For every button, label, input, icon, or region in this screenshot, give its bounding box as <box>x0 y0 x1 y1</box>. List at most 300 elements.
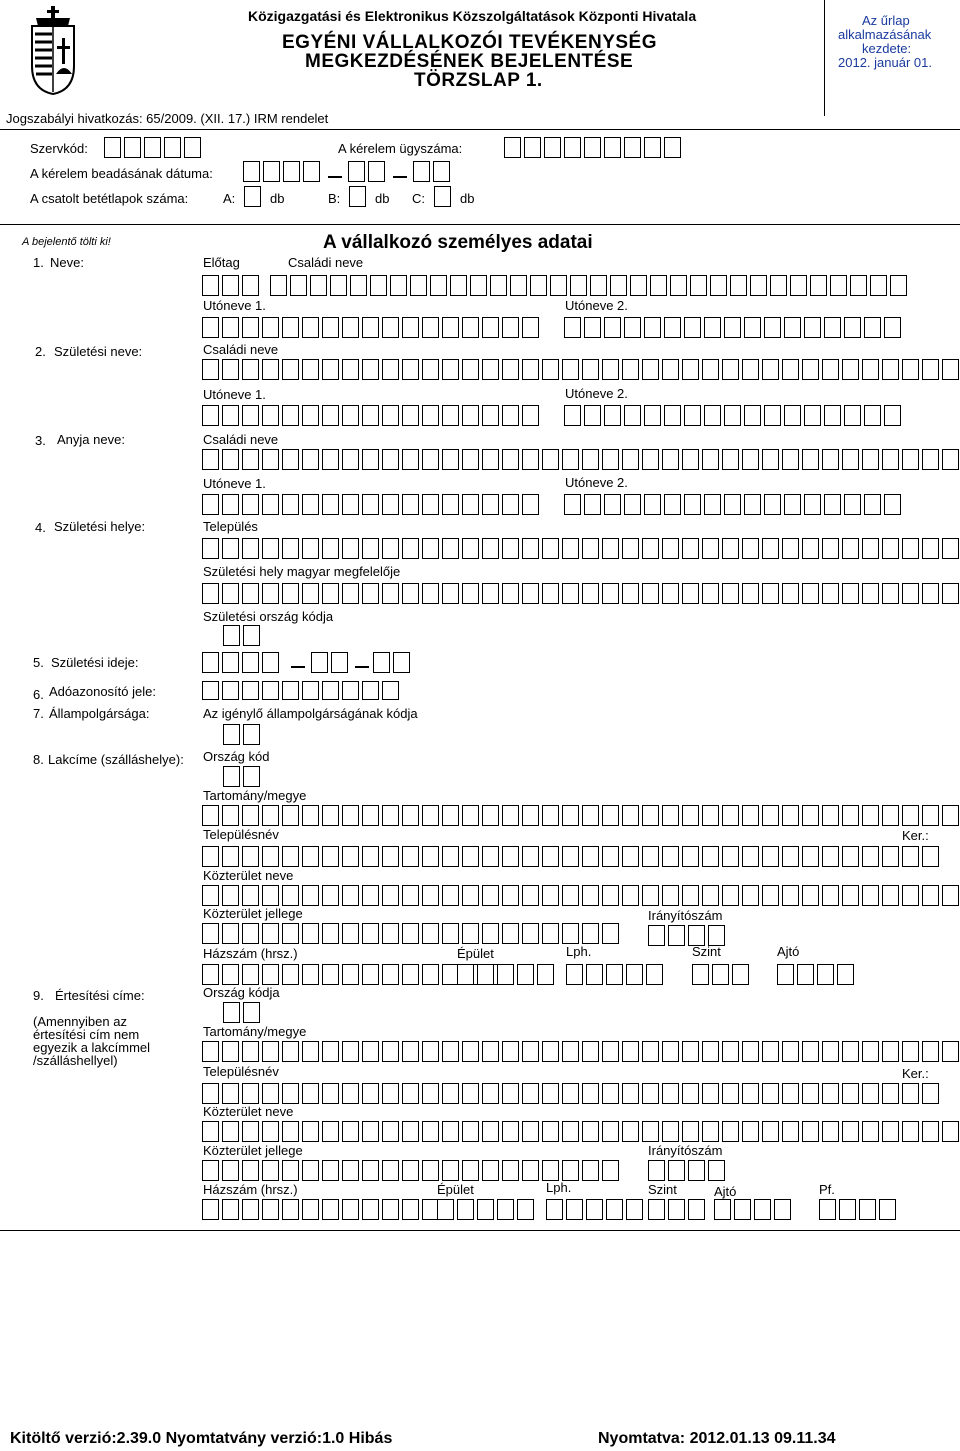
lakcim-epulet-boxes[interactable] <box>457 964 554 985</box>
beadas-day-boxes[interactable] <box>413 161 450 182</box>
char-box[interactable] <box>802 805 819 826</box>
utoneve1-boxes[interactable] <box>202 317 539 338</box>
betetlap-c-box[interactable] <box>434 186 451 207</box>
char-box[interactable] <box>402 846 419 867</box>
char-box[interactable] <box>262 583 279 604</box>
char-box[interactable] <box>462 583 479 604</box>
char-box[interactable] <box>648 1160 665 1181</box>
char-box[interactable] <box>644 405 661 426</box>
char-box[interactable] <box>282 964 299 985</box>
char-box[interactable] <box>742 449 759 470</box>
char-box[interactable] <box>744 317 761 338</box>
char-box[interactable] <box>322 805 339 826</box>
char-box[interactable] <box>223 724 240 745</box>
char-box[interactable] <box>362 1199 379 1220</box>
char-box[interactable] <box>222 405 239 426</box>
char-box[interactable] <box>382 317 399 338</box>
char-box[interactable] <box>822 1041 839 1062</box>
char-box[interactable] <box>584 317 601 338</box>
char-box[interactable] <box>566 964 583 985</box>
char-box[interactable] <box>222 275 239 296</box>
char-box[interactable] <box>562 538 579 559</box>
char-box[interactable] <box>862 885 879 906</box>
char-box[interactable] <box>342 583 359 604</box>
char-box[interactable] <box>784 494 801 515</box>
char-box[interactable] <box>242 805 259 826</box>
char-box[interactable] <box>522 494 539 515</box>
betetlap-a-box[interactable] <box>244 186 261 207</box>
char-box[interactable] <box>602 805 619 826</box>
char-box[interactable] <box>714 1199 731 1220</box>
char-box[interactable] <box>202 275 219 296</box>
char-box[interactable] <box>202 923 219 944</box>
char-box[interactable] <box>750 275 767 296</box>
char-box[interactable] <box>243 625 260 646</box>
char-box[interactable] <box>282 846 299 867</box>
char-box[interactable] <box>602 1121 619 1142</box>
char-box[interactable] <box>782 1121 799 1142</box>
char-box[interactable] <box>262 1160 279 1181</box>
szuletesi-orszag-kod-boxes[interactable] <box>223 625 260 646</box>
char-box[interactable] <box>262 494 279 515</box>
char-box[interactable] <box>622 846 639 867</box>
char-box[interactable] <box>562 1083 579 1104</box>
char-box[interactable] <box>242 538 259 559</box>
char-box[interactable] <box>942 449 959 470</box>
char-box[interactable] <box>222 449 239 470</box>
char-box[interactable] <box>382 1199 399 1220</box>
szuletesi-telepules-boxes[interactable] <box>202 538 959 559</box>
char-box[interactable] <box>804 494 821 515</box>
char-box[interactable] <box>624 317 641 338</box>
char-box[interactable] <box>382 405 399 426</box>
char-box[interactable] <box>822 885 839 906</box>
char-box[interactable] <box>402 494 419 515</box>
char-box[interactable] <box>262 681 279 700</box>
char-box[interactable] <box>402 805 419 826</box>
char-box[interactable] <box>342 494 359 515</box>
ertesitesi-ajto-boxes[interactable] <box>714 1199 791 1220</box>
char-box[interactable] <box>582 538 599 559</box>
char-box[interactable] <box>402 359 419 380</box>
ertesitesi-kozterulet-jellege-boxes[interactable] <box>202 1160 619 1181</box>
char-box[interactable] <box>839 1199 856 1220</box>
char-box[interactable] <box>882 538 899 559</box>
char-box[interactable] <box>462 846 479 867</box>
char-box[interactable] <box>522 583 539 604</box>
char-box[interactable] <box>362 538 379 559</box>
char-box[interactable] <box>774 1199 791 1220</box>
char-box[interactable] <box>104 137 121 158</box>
char-box[interactable] <box>702 538 719 559</box>
char-box[interactable] <box>202 494 219 515</box>
char-box[interactable] <box>362 1083 379 1104</box>
char-box[interactable] <box>342 405 359 426</box>
char-box[interactable] <box>662 449 679 470</box>
char-box[interactable] <box>382 583 399 604</box>
char-box[interactable] <box>362 405 379 426</box>
char-box[interactable] <box>702 805 719 826</box>
char-box[interactable] <box>422 923 439 944</box>
char-box[interactable] <box>582 583 599 604</box>
char-box[interactable] <box>882 583 899 604</box>
char-box[interactable] <box>586 964 603 985</box>
char-box[interactable] <box>722 1041 739 1062</box>
char-box[interactable] <box>222 1160 239 1181</box>
char-box[interactable] <box>382 494 399 515</box>
char-box[interactable] <box>457 964 474 985</box>
char-box[interactable] <box>762 846 779 867</box>
char-box[interactable] <box>348 161 365 182</box>
char-box[interactable] <box>902 885 919 906</box>
char-box[interactable] <box>282 359 299 380</box>
szuletesi-utoneve2-boxes[interactable] <box>564 405 901 426</box>
char-box[interactable] <box>542 1121 559 1142</box>
char-box[interactable] <box>442 1041 459 1062</box>
char-box[interactable] <box>282 494 299 515</box>
char-box[interactable] <box>442 885 459 906</box>
char-box[interactable] <box>622 885 639 906</box>
char-box[interactable] <box>442 538 459 559</box>
char-box[interactable] <box>802 449 819 470</box>
char-box[interactable] <box>502 1160 519 1181</box>
char-box[interactable] <box>702 1121 719 1142</box>
char-box[interactable] <box>422 494 439 515</box>
char-box[interactable] <box>790 275 807 296</box>
char-box[interactable] <box>882 449 899 470</box>
char-box[interactable] <box>470 275 487 296</box>
char-box[interactable] <box>542 805 559 826</box>
char-box[interactable] <box>290 275 307 296</box>
char-box[interactable] <box>564 405 581 426</box>
char-box[interactable] <box>542 449 559 470</box>
char-box[interactable] <box>302 1083 319 1104</box>
lakcim-telepulesnev-boxes[interactable] <box>202 846 899 867</box>
char-box[interactable] <box>622 449 639 470</box>
char-box[interactable] <box>262 538 279 559</box>
char-box[interactable] <box>664 405 681 426</box>
char-box[interactable] <box>724 317 741 338</box>
char-box[interactable] <box>688 1199 705 1220</box>
lakcim-orszag-kod-boxes[interactable] <box>223 766 260 787</box>
char-box[interactable] <box>184 137 201 158</box>
lakcim-szint-boxes[interactable] <box>692 964 749 985</box>
char-box[interactable] <box>222 317 239 338</box>
betetlap-b-box[interactable] <box>349 186 366 207</box>
char-box[interactable] <box>202 964 219 985</box>
char-box[interactable] <box>373 652 390 673</box>
char-box[interactable] <box>482 538 499 559</box>
char-box[interactable] <box>262 1083 279 1104</box>
char-box[interactable] <box>822 805 839 826</box>
char-box[interactable] <box>522 923 539 944</box>
char-box[interactable] <box>642 1083 659 1104</box>
char-box[interactable] <box>844 405 861 426</box>
char-box[interactable] <box>342 681 359 700</box>
char-box[interactable] <box>442 846 459 867</box>
char-box[interactable] <box>797 964 814 985</box>
char-box[interactable] <box>922 449 939 470</box>
char-box[interactable] <box>742 1083 759 1104</box>
char-box[interactable] <box>223 766 240 787</box>
char-box[interactable] <box>822 583 839 604</box>
char-box[interactable] <box>402 1199 419 1220</box>
char-box[interactable] <box>282 681 299 700</box>
char-box[interactable] <box>584 137 601 158</box>
ertesitesi-tartomany-boxes[interactable] <box>202 1041 959 1062</box>
char-box[interactable] <box>684 494 701 515</box>
char-box[interactable] <box>362 317 379 338</box>
char-box[interactable] <box>311 652 328 673</box>
char-box[interactable] <box>342 449 359 470</box>
char-box[interactable] <box>644 317 661 338</box>
char-box[interactable] <box>413 161 430 182</box>
char-box[interactable] <box>282 1121 299 1142</box>
char-box[interactable] <box>642 449 659 470</box>
char-box[interactable] <box>482 583 499 604</box>
char-box[interactable] <box>242 1121 259 1142</box>
char-box[interactable] <box>922 1121 939 1142</box>
char-box[interactable] <box>302 885 319 906</box>
char-box[interactable] <box>824 317 841 338</box>
char-box[interactable] <box>222 359 239 380</box>
char-box[interactable] <box>564 317 581 338</box>
char-box[interactable] <box>882 1083 899 1104</box>
ertesitesi-szint-boxes[interactable] <box>648 1199 705 1220</box>
char-box[interactable] <box>124 137 141 158</box>
char-box[interactable] <box>350 275 367 296</box>
char-box[interactable] <box>522 1041 539 1062</box>
char-box[interactable] <box>704 405 721 426</box>
char-box[interactable] <box>302 538 319 559</box>
char-box[interactable] <box>322 1041 339 1062</box>
char-box[interactable] <box>382 923 399 944</box>
char-box[interactable] <box>582 359 599 380</box>
char-box[interactable] <box>302 964 319 985</box>
char-box[interactable] <box>630 275 647 296</box>
char-box[interactable] <box>762 583 779 604</box>
char-box[interactable] <box>202 1121 219 1142</box>
char-box[interactable] <box>222 538 239 559</box>
lakcim-tartomany-boxes[interactable] <box>202 805 959 826</box>
lakcim-kozterulet-jellege-boxes[interactable] <box>202 923 619 944</box>
char-box[interactable] <box>502 805 519 826</box>
char-box[interactable] <box>242 846 259 867</box>
char-box[interactable] <box>342 1041 359 1062</box>
char-box[interactable] <box>682 359 699 380</box>
char-box[interactable] <box>864 405 881 426</box>
char-box[interactable] <box>310 275 327 296</box>
ertesitesi-lph-boxes[interactable] <box>546 1199 643 1220</box>
char-box[interactable] <box>754 1199 771 1220</box>
char-box[interactable] <box>522 1083 539 1104</box>
char-box[interactable] <box>702 885 719 906</box>
char-box[interactable] <box>690 275 707 296</box>
char-box[interactable] <box>263 161 280 182</box>
char-box[interactable] <box>942 1121 959 1142</box>
char-box[interactable] <box>602 583 619 604</box>
char-box[interactable] <box>542 846 559 867</box>
char-box[interactable] <box>802 538 819 559</box>
char-box[interactable] <box>662 805 679 826</box>
char-box[interactable] <box>602 1160 619 1181</box>
char-box[interactable] <box>566 1199 583 1220</box>
char-box[interactable] <box>437 1199 454 1220</box>
char-box[interactable] <box>584 405 601 426</box>
char-box[interactable] <box>730 275 747 296</box>
char-box[interactable] <box>482 1160 499 1181</box>
char-box[interactable] <box>322 538 339 559</box>
char-box[interactable] <box>262 964 279 985</box>
char-box[interactable] <box>724 405 741 426</box>
char-box[interactable] <box>422 1160 439 1181</box>
char-box[interactable] <box>502 923 519 944</box>
char-box[interactable] <box>902 449 919 470</box>
char-box[interactable] <box>522 885 539 906</box>
char-box[interactable] <box>622 359 639 380</box>
char-box[interactable] <box>542 885 559 906</box>
char-box[interactable] <box>582 846 599 867</box>
char-box[interactable] <box>942 538 959 559</box>
char-box[interactable] <box>602 359 619 380</box>
char-box[interactable] <box>502 538 519 559</box>
char-box[interactable] <box>882 846 899 867</box>
char-box[interactable] <box>262 449 279 470</box>
char-box[interactable] <box>262 405 279 426</box>
char-box[interactable] <box>402 538 419 559</box>
char-box[interactable] <box>302 846 319 867</box>
char-box[interactable] <box>442 449 459 470</box>
char-box[interactable] <box>302 317 319 338</box>
char-box[interactable] <box>322 1121 339 1142</box>
char-box[interactable] <box>817 964 834 985</box>
char-box[interactable] <box>302 681 319 700</box>
char-box[interactable] <box>688 1160 705 1181</box>
char-box[interactable] <box>482 923 499 944</box>
anyja-utoneve2-boxes[interactable] <box>564 494 901 515</box>
ertesitesi-pf-boxes[interactable] <box>819 1199 896 1220</box>
char-box[interactable] <box>902 359 919 380</box>
char-box[interactable] <box>330 275 347 296</box>
char-box[interactable] <box>902 805 919 826</box>
char-box[interactable] <box>842 538 859 559</box>
char-box[interactable] <box>742 538 759 559</box>
char-box[interactable] <box>322 359 339 380</box>
char-box[interactable] <box>734 1199 751 1220</box>
char-box[interactable] <box>342 317 359 338</box>
char-box[interactable] <box>302 805 319 826</box>
char-box[interactable] <box>642 359 659 380</box>
char-box[interactable] <box>604 405 621 426</box>
char-box[interactable] <box>942 359 959 380</box>
char-box[interactable] <box>477 1199 494 1220</box>
char-box[interactable] <box>442 494 459 515</box>
szervkod-boxes[interactable] <box>104 137 201 158</box>
char-box[interactable] <box>742 1121 759 1142</box>
char-box[interactable] <box>682 583 699 604</box>
char-box[interactable] <box>242 494 259 515</box>
char-box[interactable] <box>262 1121 279 1142</box>
char-box[interactable] <box>782 538 799 559</box>
char-box[interactable] <box>902 1041 919 1062</box>
char-box[interactable] <box>819 1199 836 1220</box>
char-box[interactable] <box>902 1121 919 1142</box>
char-box[interactable] <box>522 317 539 338</box>
char-box[interactable] <box>802 359 819 380</box>
char-box[interactable] <box>742 805 759 826</box>
char-box[interactable] <box>784 405 801 426</box>
char-box[interactable] <box>430 275 447 296</box>
char-box[interactable] <box>722 583 739 604</box>
char-box[interactable] <box>342 1121 359 1142</box>
char-box[interactable] <box>722 449 739 470</box>
char-box[interactable] <box>342 923 359 944</box>
char-box[interactable] <box>542 538 559 559</box>
char-box[interactable] <box>742 1041 759 1062</box>
char-box[interactable] <box>303 161 320 182</box>
char-box[interactable] <box>462 923 479 944</box>
char-box[interactable] <box>282 317 299 338</box>
char-box[interactable] <box>222 1121 239 1142</box>
char-box[interactable] <box>482 885 499 906</box>
char-box[interactable] <box>882 359 899 380</box>
char-box[interactable] <box>362 449 379 470</box>
char-box[interactable] <box>922 805 939 826</box>
char-box[interactable] <box>862 449 879 470</box>
char-box[interactable] <box>708 1160 725 1181</box>
char-box[interactable] <box>582 1160 599 1181</box>
char-box[interactable] <box>862 846 879 867</box>
char-box[interactable] <box>804 317 821 338</box>
char-box[interactable] <box>282 923 299 944</box>
char-box[interactable] <box>742 846 759 867</box>
char-box[interactable] <box>242 317 259 338</box>
char-box[interactable] <box>582 1083 599 1104</box>
char-box[interactable] <box>282 583 299 604</box>
char-box[interactable] <box>604 494 621 515</box>
char-box[interactable] <box>922 583 939 604</box>
char-box[interactable] <box>502 1083 519 1104</box>
char-box[interactable] <box>702 846 719 867</box>
char-box[interactable] <box>782 449 799 470</box>
char-box[interactable] <box>242 923 259 944</box>
char-box[interactable] <box>782 885 799 906</box>
char-box[interactable] <box>342 1199 359 1220</box>
char-box[interactable] <box>682 1083 699 1104</box>
ertesitesi-kerulet-boxes[interactable] <box>902 1083 939 1104</box>
char-box[interactable] <box>482 359 499 380</box>
char-box[interactable] <box>648 1199 665 1220</box>
char-box[interactable] <box>243 1002 260 1023</box>
char-box[interactable] <box>722 1121 739 1142</box>
char-box[interactable] <box>457 1199 474 1220</box>
char-box[interactable] <box>462 1041 479 1062</box>
char-box[interactable] <box>242 275 259 296</box>
char-box[interactable] <box>564 494 581 515</box>
char-box[interactable] <box>570 275 587 296</box>
char-box[interactable] <box>302 583 319 604</box>
char-box[interactable] <box>362 1041 379 1062</box>
char-box[interactable] <box>402 1121 419 1142</box>
lakcim-kozterulet-neve-boxes[interactable] <box>202 885 959 906</box>
char-box[interactable] <box>922 359 939 380</box>
char-box[interactable] <box>550 275 567 296</box>
char-box[interactable] <box>302 359 319 380</box>
char-box[interactable] <box>442 359 459 380</box>
char-box[interactable] <box>824 494 841 515</box>
char-box[interactable] <box>782 1083 799 1104</box>
char-box[interactable] <box>502 1041 519 1062</box>
